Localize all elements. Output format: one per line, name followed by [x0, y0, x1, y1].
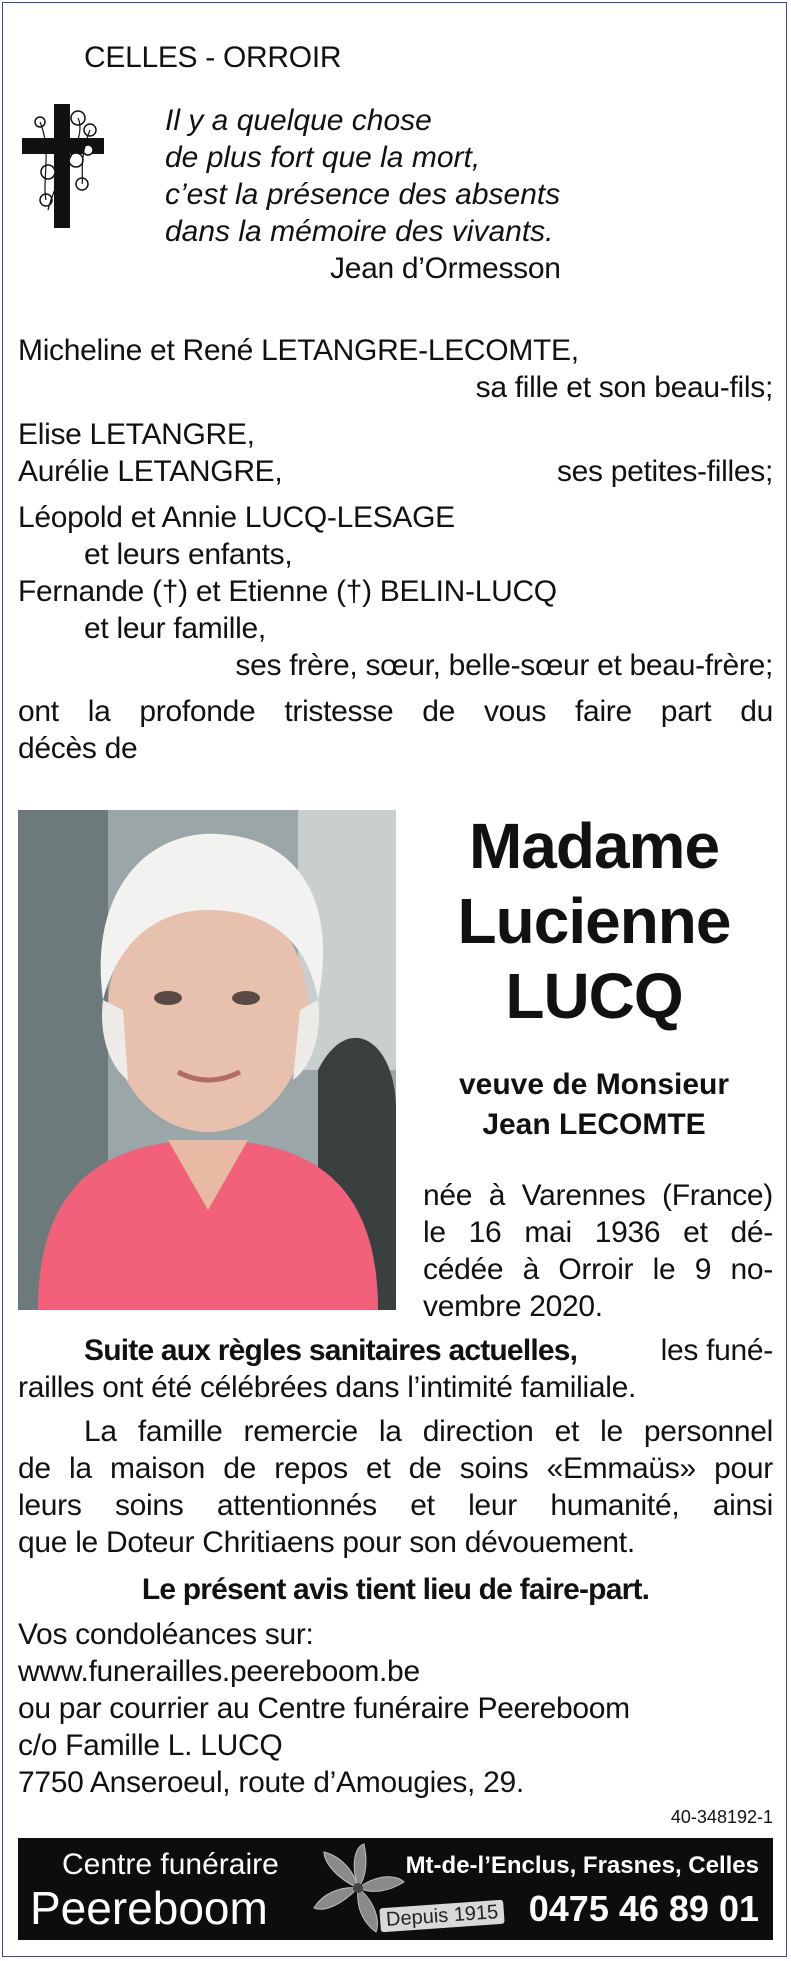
bold-lead: Suite aux règles sanitaires actuelles,	[84, 1334, 578, 1367]
condolence-url[interactable]: www.funerailles.peereboom.be	[18, 1655, 420, 1688]
paragraph-line: de la maison de repos et de soins «Emmaüs» pour	[18, 1452, 773, 1485]
birth-info: née à Varennes (France)	[423, 1179, 773, 1212]
family-line: Elise LETANGRE,	[18, 418, 255, 451]
footer-locations: Mt-de-l’Enclus, Frasnes, Celles	[405, 1852, 759, 1879]
quote-line: Il y a quelque chose	[165, 104, 432, 137]
family-role: ses frère, sœur, belle-sœur et beau-frère;	[235, 649, 773, 682]
family-line: Léopold et Annie LUCQ-LESAGE	[18, 501, 455, 534]
paragraph-line: leurs soins attentionnés et leur humanité, ainsi	[18, 1489, 773, 1522]
paragraph-line: que le Doteur Chritiaens pour son dévouement.	[18, 1526, 635, 1559]
deceased-title: Madame	[468, 810, 720, 882]
birth-info: vembre 2020.	[423, 1290, 603, 1323]
quote-author: Jean d’Ormesson	[330, 252, 561, 285]
birth-info: le 16 mai 1936 et dé-	[423, 1216, 773, 1249]
family-line: et leurs enfants,	[84, 538, 293, 571]
family-role: sa fille et son beau-fils;	[475, 371, 773, 404]
deceased-last-name: LUCQ	[505, 960, 683, 1032]
brand-tagline: Centre funéraire	[62, 1848, 279, 1881]
quote-line: dans la mémoire des vivants.	[165, 215, 554, 248]
since-badge: Depuis 1915	[379, 1900, 505, 1933]
family-line: Aurélie LETANGRE,	[18, 455, 283, 488]
family-role: ses petites-filles;	[556, 455, 773, 488]
birth-info: cédée à Orroir le 9 no-	[423, 1253, 773, 1286]
faire-part-notice: Le présent avis tient lieu de faire-part.	[141, 1573, 650, 1606]
cross-icon	[18, 100, 118, 232]
condolence-line: Vos condoléances sur:	[18, 1618, 314, 1651]
widow-line: Jean LECOMTE	[482, 1108, 706, 1141]
reference-number: 40-348192-1	[670, 1807, 773, 1827]
quote-line: de plus fort que la mort,	[165, 141, 481, 174]
family-line: et leur famille,	[84, 612, 266, 645]
footer-phone[interactable]: 0475 46 89 01	[528, 1888, 759, 1929]
widow-line: veuve de Monsieur	[458, 1068, 730, 1101]
location-heading: CELLES - ORROIR	[84, 41, 342, 74]
brand-name: Peereboom	[30, 1882, 268, 1934]
condolence-line: c/o Famille L. LUCQ	[18, 1729, 283, 1762]
condolence-line: ou par courrier au Centre funéraire Peereboom	[18, 1692, 630, 1725]
paragraph-line: railles ont été célébrées dans l’intimité familiale.	[18, 1371, 637, 1404]
paragraph-line: La famille remercie la direction et le personnel	[84, 1415, 773, 1448]
condolence-address: 7750 Anseroeul, route d’Amougies, 29.	[18, 1766, 524, 1799]
footer-banner	[18, 1838, 773, 1940]
family-line: Fernande (†) et Etienne (†) BELIN-LUCQ	[18, 575, 557, 608]
family-line: Micheline et René LETANGRE-LECOMTE,	[18, 334, 579, 367]
announcement: ont la profonde tristesse de vous faire part du	[18, 695, 773, 728]
portrait-photo	[18, 810, 396, 1310]
paragraph-line: les funé-	[660, 1334, 773, 1367]
announcement: décès de	[18, 732, 138, 765]
quote-line: c’est la présence des absents	[165, 178, 561, 211]
deceased-first-name: Lucienne	[457, 885, 731, 957]
